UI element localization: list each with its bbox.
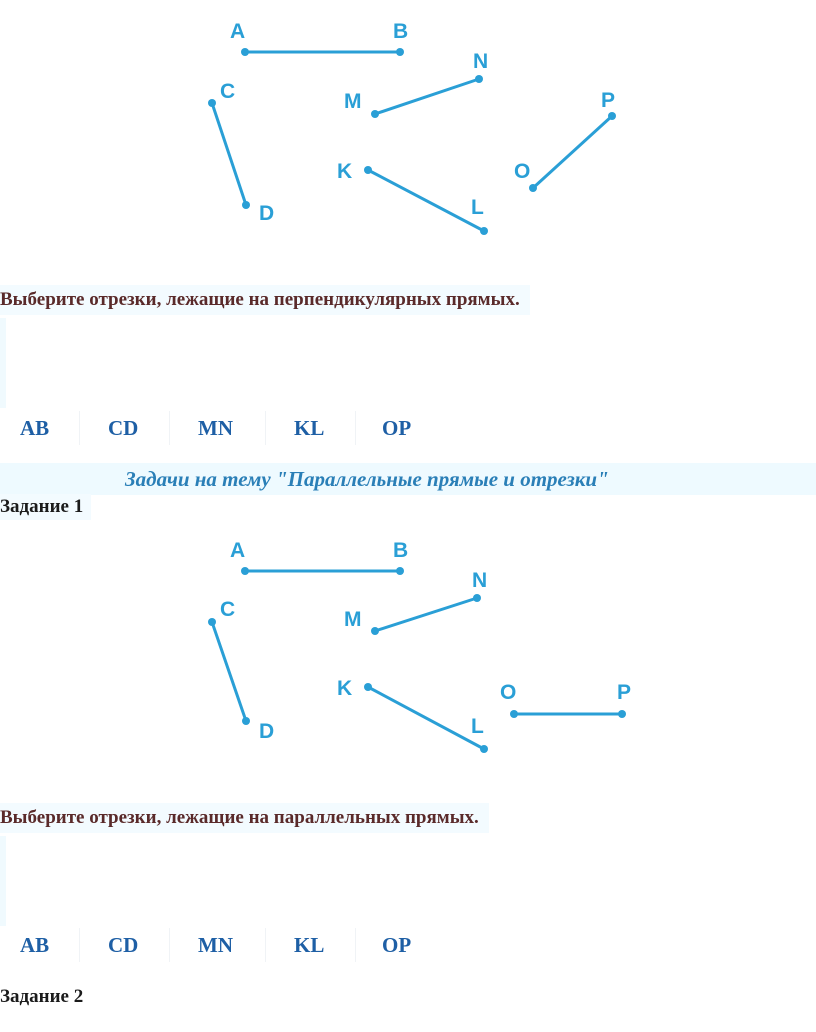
label-k: K: [337, 677, 353, 700]
point-c: [208, 618, 216, 626]
point-c: [208, 99, 216, 107]
label-l: L: [471, 196, 484, 219]
section-title-text: Задачи на тему "Параллельные прямые и отрезки": [125, 467, 609, 491]
option-kl[interactable]: KL: [266, 411, 356, 445]
label-b: B: [393, 539, 409, 562]
point-n: [475, 75, 483, 83]
answer-options-1: [0, 411, 436, 445]
segment-mn: [375, 79, 479, 114]
point-p: [608, 112, 616, 120]
label-m: M: [344, 608, 362, 631]
segment-op: [533, 116, 612, 188]
option-mn[interactable]: MN: [170, 411, 266, 445]
option-op[interactable]: OP: [382, 933, 412, 957]
segment-cd: [212, 103, 246, 205]
label-d: D: [259, 202, 275, 225]
segment-kl: [368, 687, 484, 749]
answer-options-2: [0, 928, 436, 962]
segment-kl: [368, 170, 484, 231]
option-ab[interactable]: AB: [0, 928, 80, 962]
option-cd[interactable]: CD: [80, 411, 170, 445]
task-2-heading: Задание 2: [0, 984, 91, 1010]
label-o: O: [500, 681, 517, 704]
point-d: [242, 201, 250, 209]
point-a: [241, 567, 249, 575]
label-p: P: [601, 89, 616, 112]
label-p: P: [617, 681, 632, 704]
label-m: M: [344, 90, 362, 113]
label-b: B: [393, 20, 409, 43]
point-n: [473, 594, 481, 602]
segment-cd: [212, 622, 246, 721]
left-gutter-1: [0, 318, 6, 408]
point-l: [480, 227, 488, 235]
option-cd[interactable]: CD: [80, 928, 170, 962]
option-kl[interactable]: KL: [266, 928, 356, 962]
task-1-heading: Задание 1: [0, 494, 91, 520]
segments-figure-1: [0, 0, 816, 250]
point-o: [510, 710, 518, 718]
point-k: [364, 166, 372, 174]
point-o: [529, 184, 537, 192]
segments-figure-2: [0, 520, 816, 770]
option-op[interactable]: OP: [382, 416, 412, 440]
point-a: [241, 48, 249, 56]
point-b: [396, 567, 404, 575]
point-m: [371, 627, 379, 635]
point-b: [396, 48, 404, 56]
left-gutter-2: [0, 836, 6, 926]
point-l: [480, 745, 488, 753]
option-ab[interactable]: AB: [0, 411, 80, 445]
segment-mn: [375, 598, 477, 631]
label-n: N: [472, 569, 488, 592]
label-a: A: [230, 539, 246, 562]
question-perpendicular: Выберите отрезки, лежащие на перпендикулярных прямых.: [0, 285, 530, 315]
label-o: O: [514, 160, 531, 183]
label-d: D: [259, 720, 275, 743]
point-p: [618, 710, 626, 718]
label-k: K: [337, 160, 353, 183]
option-mn[interactable]: MN: [170, 928, 266, 962]
label-a: A: [230, 20, 246, 43]
label-n: N: [473, 50, 489, 73]
question-parallel: Выберите отрезки, лежащие на параллельных прямых.: [0, 803, 489, 833]
point-d: [242, 717, 250, 725]
point-k: [364, 683, 372, 691]
point-m: [371, 110, 379, 118]
label-c: C: [220, 80, 236, 103]
label-c: C: [220, 598, 236, 621]
label-l: L: [471, 715, 484, 738]
section-title: [0, 463, 816, 495]
